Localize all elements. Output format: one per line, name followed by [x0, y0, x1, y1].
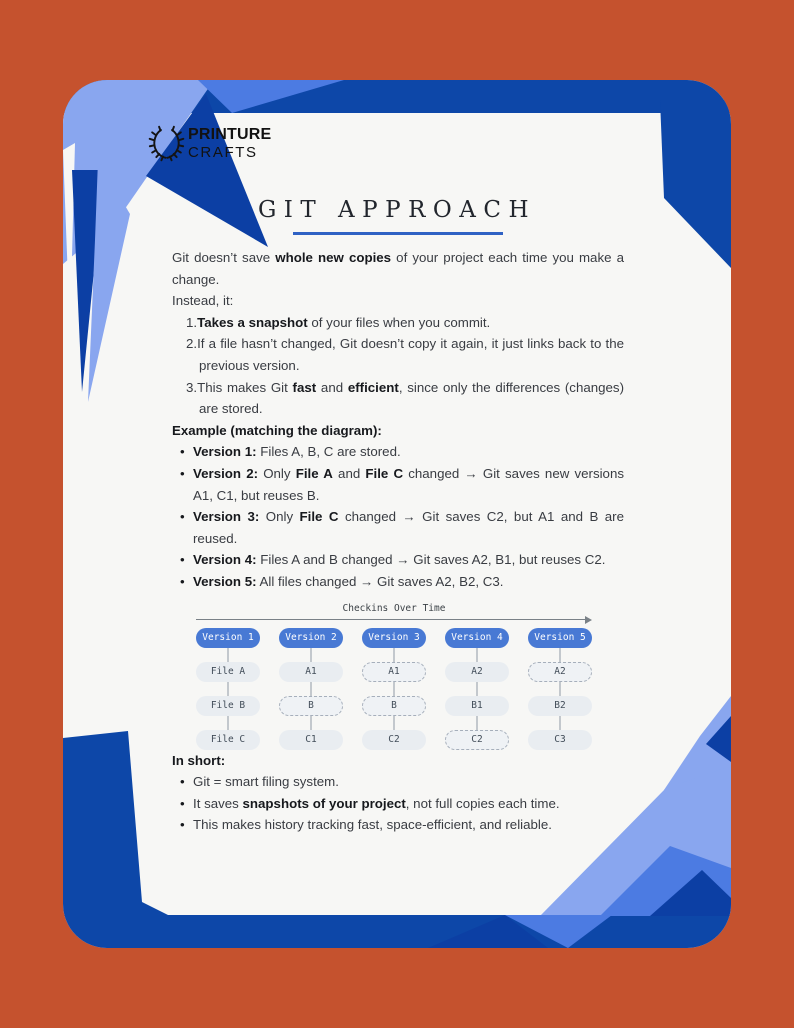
bold-text: File A: [295, 465, 333, 481]
bullet-item: [180, 506, 624, 549]
intro-paragraph: [172, 247, 624, 290]
brand-name: [188, 127, 271, 160]
connector-line: [559, 648, 561, 662]
item-number: 3.: [186, 379, 198, 395]
file-pill-reused: C2: [445, 730, 509, 750]
connector-line: [310, 682, 312, 696]
file-pill-reused: B: [279, 696, 343, 716]
connector-line: [393, 682, 395, 696]
connector-line: [393, 716, 395, 730]
diagram-column: [279, 628, 343, 750]
connector-line: [227, 682, 229, 696]
bold-text: File C: [365, 465, 404, 481]
connector-line: [476, 682, 478, 696]
bullet-item: [180, 771, 624, 793]
version-pill: Version 5: [528, 628, 592, 648]
body-text-column: [172, 247, 624, 836]
diagram-column: [196, 628, 260, 750]
text: All files changed → Git saves A2, B2, C3.: [256, 573, 504, 589]
timeline-arrow-line: [196, 619, 586, 620]
text: and: [332, 465, 366, 481]
file-pill: File B: [196, 696, 260, 716]
bold-text: Version 3:: [193, 509, 260, 525]
connector-line: [310, 716, 312, 730]
file-pill: C3: [528, 730, 592, 750]
bold-text: fast: [292, 379, 317, 395]
text: If a file hasn’t changed, Git doesn’t copy it again, it just links back to the previous version.: [197, 336, 624, 373]
text: and: [316, 379, 348, 395]
example-bullet-list: [172, 441, 624, 592]
version-pill: Version 3: [362, 628, 426, 648]
brand-line1: PRINTURE: [188, 125, 272, 143]
brand-line2: CRAFTS: [188, 143, 258, 161]
page-title: GIT APPROACH: [257, 197, 537, 223]
file-pill-reused: A2: [528, 662, 592, 682]
bold-text: Version 4:: [193, 552, 257, 568]
bullet-item: [180, 571, 624, 593]
file-pill: C2: [362, 730, 426, 750]
bold-text: efficient: [347, 379, 399, 395]
intro-lead-in: Instead, it:: [172, 293, 234, 309]
bold-text: Version 1:: [193, 444, 257, 460]
example-heading: Example (matching the diagram):: [172, 422, 382, 438]
file-pill: A1: [279, 662, 343, 682]
text: This makes Git: [197, 379, 293, 395]
connector-line: [393, 648, 395, 662]
numbered-list: [172, 312, 624, 420]
timeline-arrow: [196, 616, 592, 625]
bullet-item: [180, 549, 624, 571]
bullet-item: [180, 793, 624, 815]
text: , since only the differences (changes) are stored.: [199, 379, 624, 417]
text: changed → Git saves C2, but A1 and B are reused.: [193, 509, 625, 546]
bullet-item: [180, 463, 624, 506]
item-number: 2.: [186, 336, 198, 352]
text: Git = smart filing system.: [193, 774, 339, 790]
summary-heading: In short:: [172, 752, 226, 768]
connector-line: [227, 716, 229, 730]
numbered-item: [172, 312, 624, 334]
bullet-item: [180, 814, 624, 836]
numbered-item: [172, 377, 624, 420]
text: Files A and B changed → Git saves A2, B1, but reuses C2.: [256, 552, 606, 568]
diagram-column: [445, 628, 509, 750]
bold-text: Version 2:: [193, 465, 259, 481]
text: Only: [258, 465, 296, 481]
title-underline: [293, 232, 503, 235]
summary-bullet-list: [172, 771, 624, 836]
text: It saves: [193, 795, 243, 811]
laurel-wreath-icon: [148, 123, 185, 163]
brand-logo: [148, 123, 271, 163]
text: Files A, B, C are stored.: [256, 444, 401, 460]
version-pill: Version 2: [279, 628, 343, 648]
file-pill: File C: [196, 730, 260, 750]
file-pill: C1: [279, 730, 343, 750]
diagram-column: [362, 628, 426, 750]
file-pill-reused: A1: [362, 662, 426, 682]
connector-line: [310, 648, 312, 662]
text: of your files when you commit.: [307, 314, 491, 330]
version-pill: Version 4: [445, 628, 509, 648]
text: changed → Git saves new versions A1, C1, but reuses B.: [193, 465, 624, 503]
connector-line: [476, 648, 478, 662]
connector-line: [559, 682, 561, 696]
numbered-item: [172, 333, 624, 376]
text: of your project each time you make a change.: [172, 250, 624, 287]
file-pill-reused: B: [362, 696, 426, 716]
connector-line: [476, 716, 478, 730]
diagram-columns: [196, 628, 592, 750]
bullet-item: [180, 441, 624, 463]
git-versions-diagram: [196, 603, 592, 750]
bold-text: Takes a snapshot: [197, 314, 308, 330]
text: This makes history tracking fast, space-efficient, and reliable.: [193, 817, 552, 833]
item-number: 1.: [186, 314, 198, 330]
bold-text: File C: [299, 509, 339, 525]
file-pill: B1: [445, 696, 509, 716]
bold-text: whole new copies: [275, 250, 392, 265]
version-pill: Version 1: [196, 628, 260, 648]
file-pill: B2: [528, 696, 592, 716]
file-pill: File A: [196, 662, 260, 682]
text: , not full copies each time.: [405, 795, 560, 811]
file-pill: A2: [445, 662, 509, 682]
bold-text: snapshots of your project: [242, 795, 406, 811]
timeline-label: Checkins Over Time: [342, 602, 446, 614]
diagram-column: [528, 628, 592, 750]
connector-line: [227, 648, 229, 662]
bold-text: Version 5:: [193, 573, 257, 589]
text: Git doesn’t save: [172, 250, 276, 265]
text: Only: [259, 509, 300, 525]
connector-line: [559, 716, 561, 730]
arrow-head-icon: [585, 616, 592, 624]
